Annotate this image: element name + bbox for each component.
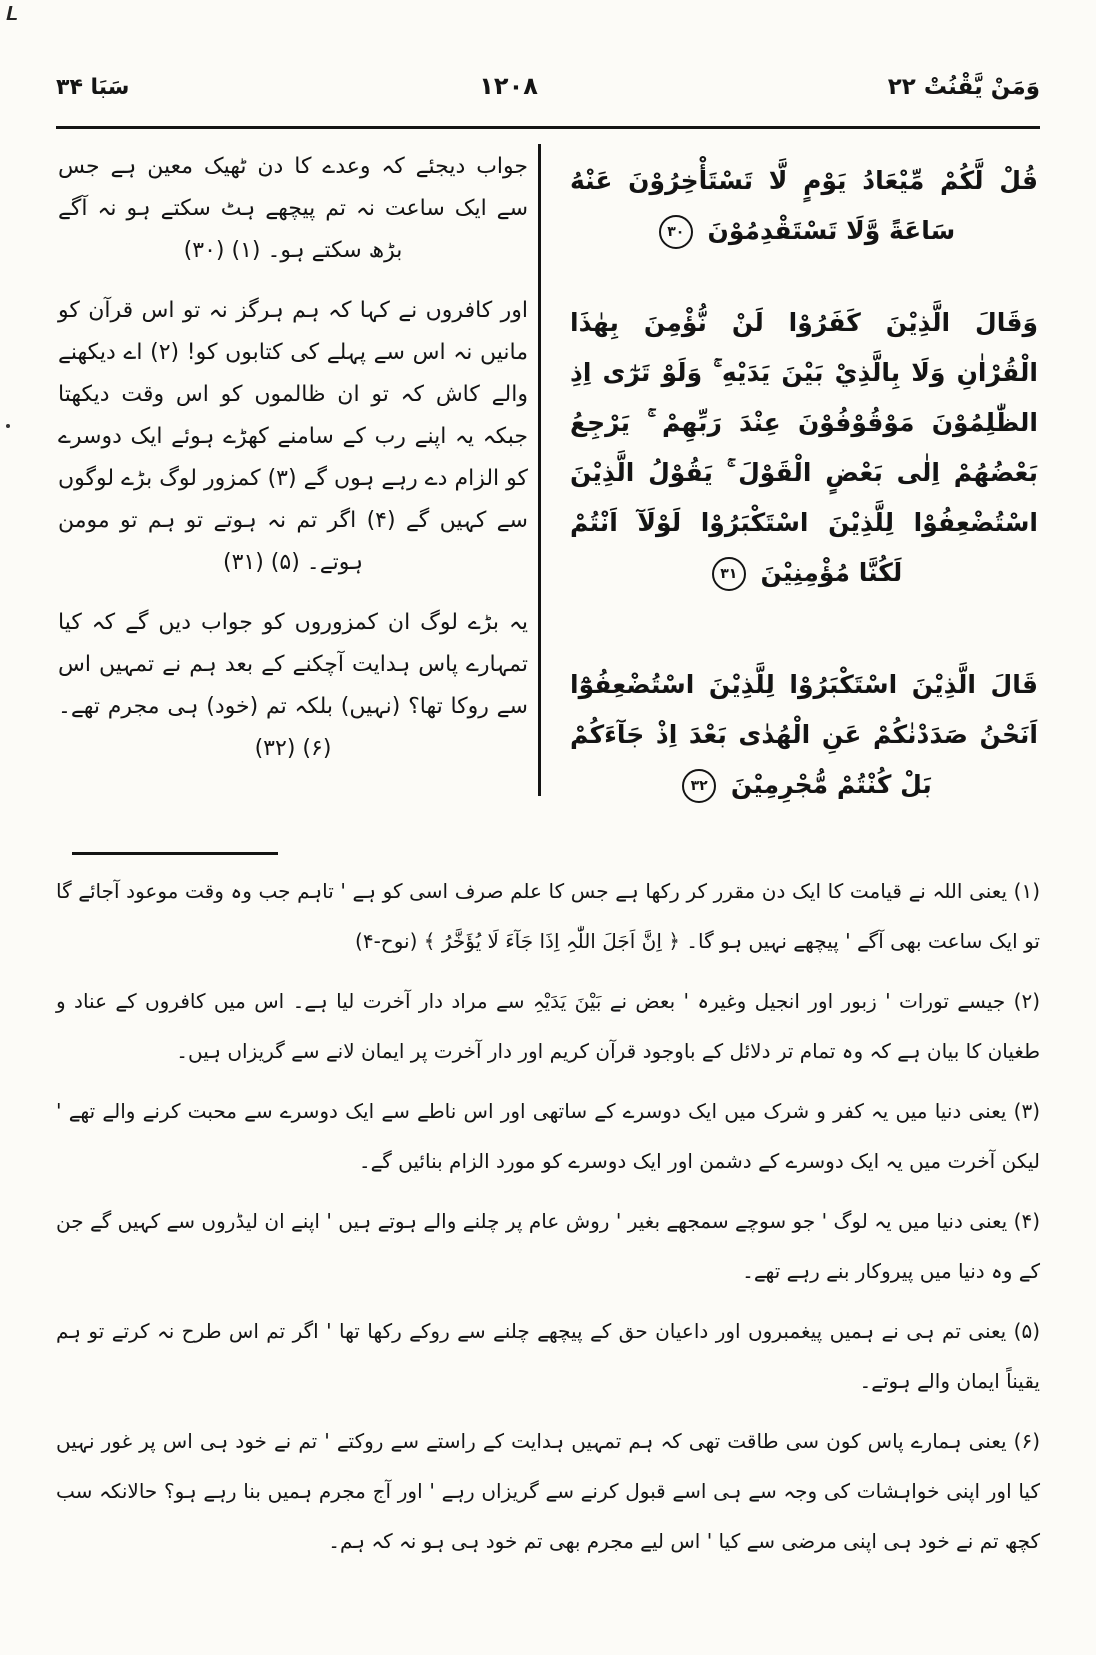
header-rule [56,126,1040,129]
verse-31-block [570,298,1038,598]
juz-marker: وَمَنْ يَّقْنُتْ ۲۲ [887,74,1040,100]
scan-artifact-corner [7,6,20,20]
urdu-translation-verse-31: اور کافروں نے کہا کہ ہم ہرگز نہ تو اس قرآن کو مانیں نہ اس سے پہلے کی کتابوں کو! (۲) اے دیکھنے والے کاش کہ تو ان ظالموں کو اس وقت دیکھتا جبکہ یہ اپنے رب کے سامنے کھڑے ہوئے ایک دوسرے کو الزام دے رہے ہوں گے (۳) کمزور لوگ بڑے لوگوں سے کہیں گے (۴) اگر تم نہ ہوتے تو ہم تو مومن ہوتے۔ (۵) (۳۱) [58,298,529,575]
page-number: ۱۲۰۸ [479,72,538,100]
urdu-translation-column [58,146,528,806]
verse-30-block [570,156,1038,256]
footnote-4: (۴) یعنی دنیا میں یہ لوگ ' جو سوچے سمجھے بغیر ' روش عام پر چلنے والے ہوتے ہیں ' اپنے ان لیڈروں سے کہیں گے جن کے وہ دنیا میں پیروکار بنے رہے تھے۔ [56,1209,1040,1283]
footnote-1: (۱) یعنی اللہ نے قیامت کا ایک دن مقرر کر رکھا ہے جس کا علم صرف اسی کو ہے ' تاہم جب وہ وقت موعود آجائے گا تو ایک ساعت بھی آگے ' پیچھے نہیں ہو گا۔ ﴿ اِنَّ اَجَلَ اللّٰہِ اِذَا جَآءَ لَا یُؤَخَّرُ ﴾ (نوح-۴) [56,879,1040,953]
column-divider-rule [538,144,541,796]
surah-marker: سَبَا ۳۴ [56,75,130,100]
page-header [56,72,1040,100]
verse-31-number-badge: ۳۱ [712,557,746,591]
scan-artifact-dot [6,424,10,428]
arabic-verses-column [570,142,1038,802]
verse-30-number-badge: ۳۰ [659,215,693,249]
urdu-translation-verse-30: جواب دیجئے کہ وعدے کا دن ٹھیک معین ہے جس سے ایک ساعت نہ تم پیچھے ہٹ سکتے ہو نہ آگے بڑھ سکتے ہو۔ (۱) (۳۰) [58,154,528,263]
footnote-3: (۳) یعنی دنیا میں یہ کفر و شرک میں ایک دوسرے کے ساتھی اور اس ناطے سے ایک دوسرے سے محبت کرنے والے تھے ' لیکن آخرت میں یہ ایک دوسرے کے دشمن اور ایک دوسرے کو مورد الزام بنائیں گے۔ [56,1099,1040,1173]
footnote-6: (۶) یعنی ہمارے پاس کون سی طاقت تھی کہ ہم تمہیں ہدایت کے راستے سے روکتے ' تم نے خود ہی اس پر غور نہیں کیا اور اپنی خواہشات کی وجہ سے ہی اسے قبول کرنے سے گریزاں رہے ' اور آج مجرم ہمیں بنا رہے ہو؟ حالانکہ سب کچھ تم نے خود ہی اپنی مرضی سے کیا ' اس لیے مجرم بھی تم خود ہی ہو نہ کہ ہم۔ [56,1429,1040,1553]
verse-31-text: وَقَالَ الَّذِيْنَ كَفَرُوْا لَنْ نُّؤْمِنَ بِهٰذَا الْقُرْاٰنِ وَلَا بِالَّذِيْ بَيْنَ يَدَيْهِ ۚ وَلَوْ تَرٰٓى اِذِ الظّٰلِمُوْنَ مَوْقُوْفُوْنَ عِنْدَ رَبِّهِمْ ۚ يَرْجِعُ بَعْضُهُمْ اِلٰى بَعْضٍ الْقَوْلَ ۚ يَقُوْلُ الَّذِيْنَ اسْتُضْعِفُوْا لِلَّذِيْنَ اسْتَكْبَرُوْا لَوْلَآ اَنْتُمْ لَكُنَّا مُؤْمِنِيْنَ [570,308,1038,587]
footnotes-section [56,866,1040,1576]
footnote-2: (۲) جیسے تورات ' زبور اور انجیل وغیرہ ' بعض نے بَیْنَ یَدَیْہِ سے مراد دار آخرت لیا ہے۔ اس میں کافروں کے عناد و طغیان کا بیان ہے کہ وہ تمام تر دلائل کے باوجود قرآن کریم اور دار آخرت پر ایمان لانے سے گریزاں ہیں۔ [56,989,1040,1063]
footnote-separator-rule [72,852,278,855]
verse-32-block [570,660,1038,810]
verse-30-text: قُلْ لَّكُمْ مِّيْعَادُ يَوْمٍ لَّا تَسْتَأْخِرُوْنَ عَنْهُ سَاعَةً وَّلَا تَسْتَقْدِمُوْنَ [570,166,1038,245]
verse-32-text: قَالَ الَّذِيْنَ اسْتَكْبَرُوْا لِلَّذِيْنَ اسْتُضْعِفُوْٓا اَنَحْنُ صَدَدْنٰكُمْ عَنِ الْهُدٰى بَعْدَ اِذْ جَآءَكُمْ بَلْ كُنْتُمْ مُّجْرِمِيْنَ [570,670,1038,799]
verse-32-number-badge: ۳۲ [682,769,716,803]
footnote-5: (۵) یعنی تم ہی نے ہمیں پیغمبروں اور داعیان حق کے پیچھے چلنے سے روکے رکھا تھا ' اگر تم اس طرح نہ کرتے تو ہم یقیناً ایمان والے ہوتے۔ [56,1319,1040,1393]
urdu-translation-verse-32: یہ بڑے لوگ ان کمزوروں کو جواب دیں گے کہ کیا تمہارے پاس ہدایت آچکنے کے بعد ہم نے تمہیں اس سے روکا تھا؟ (نہیں) بلکہ تم (خود) ہی مجرم تھے۔ (۶) (۳۲) [58,610,528,761]
